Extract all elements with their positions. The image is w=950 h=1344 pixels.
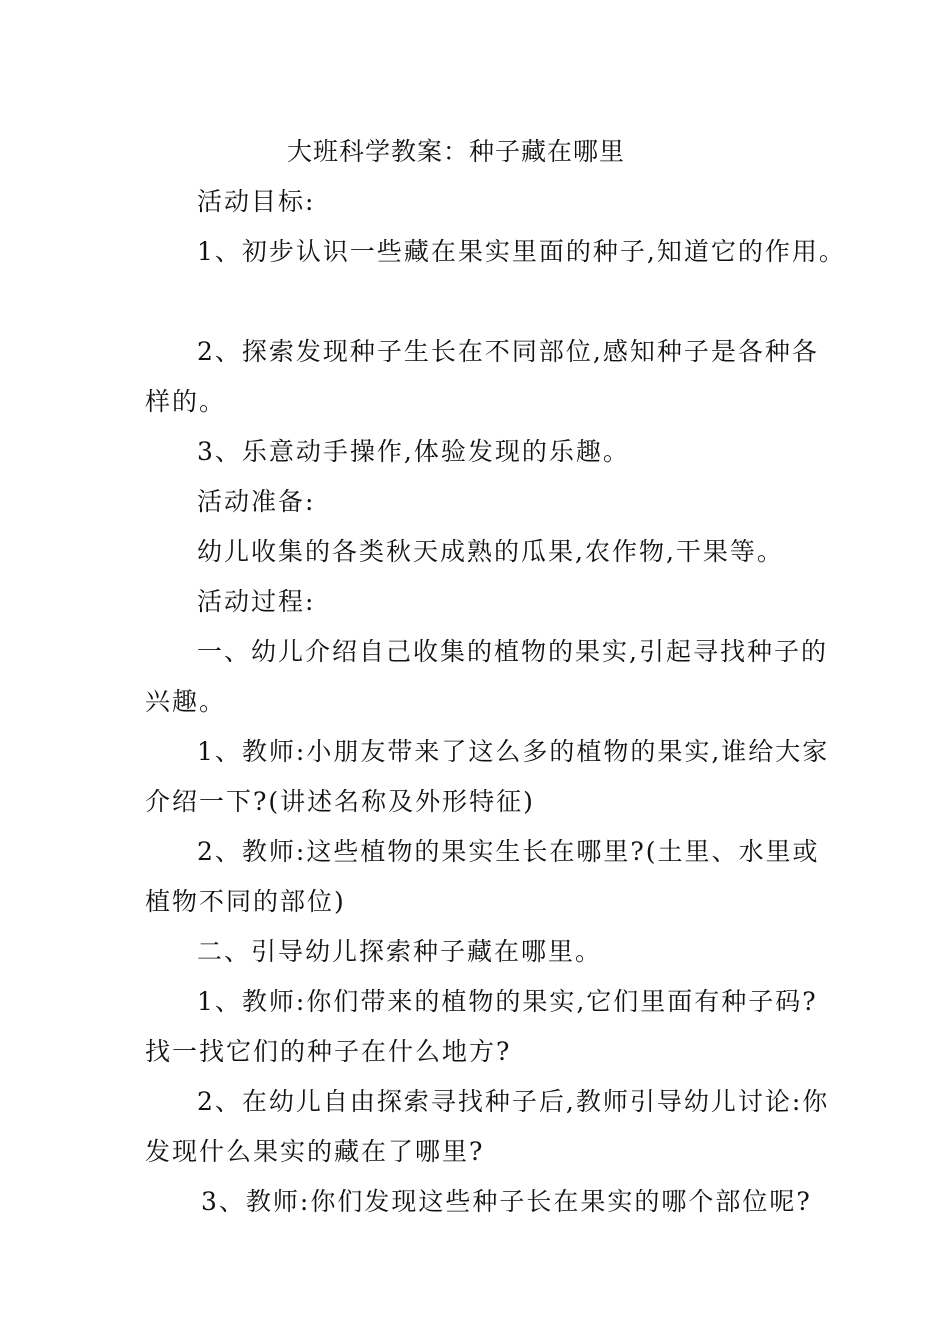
paragraph-line: 介绍一下?(讲述名称及外形特征) — [145, 787, 535, 816]
paragraph-line: 样的。 — [145, 387, 227, 416]
paragraph-line: 兴趣。 — [145, 687, 227, 716]
section-heading-preparation: 活动准备: — [197, 487, 316, 516]
paragraph-line: 2、探索发现种子生长在不同部位,感知种子是各种各 — [197, 337, 819, 366]
paragraph-line: 2、在幼儿自由探索寻找种子后,教师引导幼儿讨论:你 — [197, 1087, 830, 1116]
paragraph-line: 二、引导幼儿探索种子藏在哪里。 — [197, 937, 603, 966]
section-heading-process: 活动过程: — [197, 587, 316, 616]
paragraph-line: 2、教师:这些植物的果实生长在哪里?(土里、水里或 — [197, 837, 820, 866]
section-heading-goals: 活动目标: — [197, 187, 316, 216]
paragraph-line: 3、乐意动手操作,体验发现的乐趣。 — [197, 437, 630, 466]
paragraph-line: 一、幼儿介绍自己收集的植物的果实,引起寻找种子的 — [197, 637, 828, 666]
document-title: 大班科学教案：种子藏在哪里 — [287, 137, 626, 166]
paragraph-line: 幼儿收集的各类秋天成熟的瓜果,农作物,干果等。 — [197, 537, 784, 566]
paragraph-line: 找一找它们的种子在什么地方? — [145, 1037, 512, 1066]
paragraph-line: 1、教师:小朋友带来了这么多的植物的果实,谁给大家 — [197, 737, 830, 766]
paragraph-line: 植物不同的部位) — [145, 887, 346, 916]
paragraph-line: 1、初步认识一些藏在果实里面的种子,知道它的作用。 — [197, 237, 846, 266]
paragraph-line: 发现什么果实的藏在了哪里? — [145, 1137, 485, 1166]
paragraph-line: 3、教师:你们发现这些种子长在果实的哪个部位呢? — [201, 1187, 812, 1216]
paragraph-line: 1、教师:你们带来的植物的果实,它们里面有种子码? — [197, 987, 818, 1016]
